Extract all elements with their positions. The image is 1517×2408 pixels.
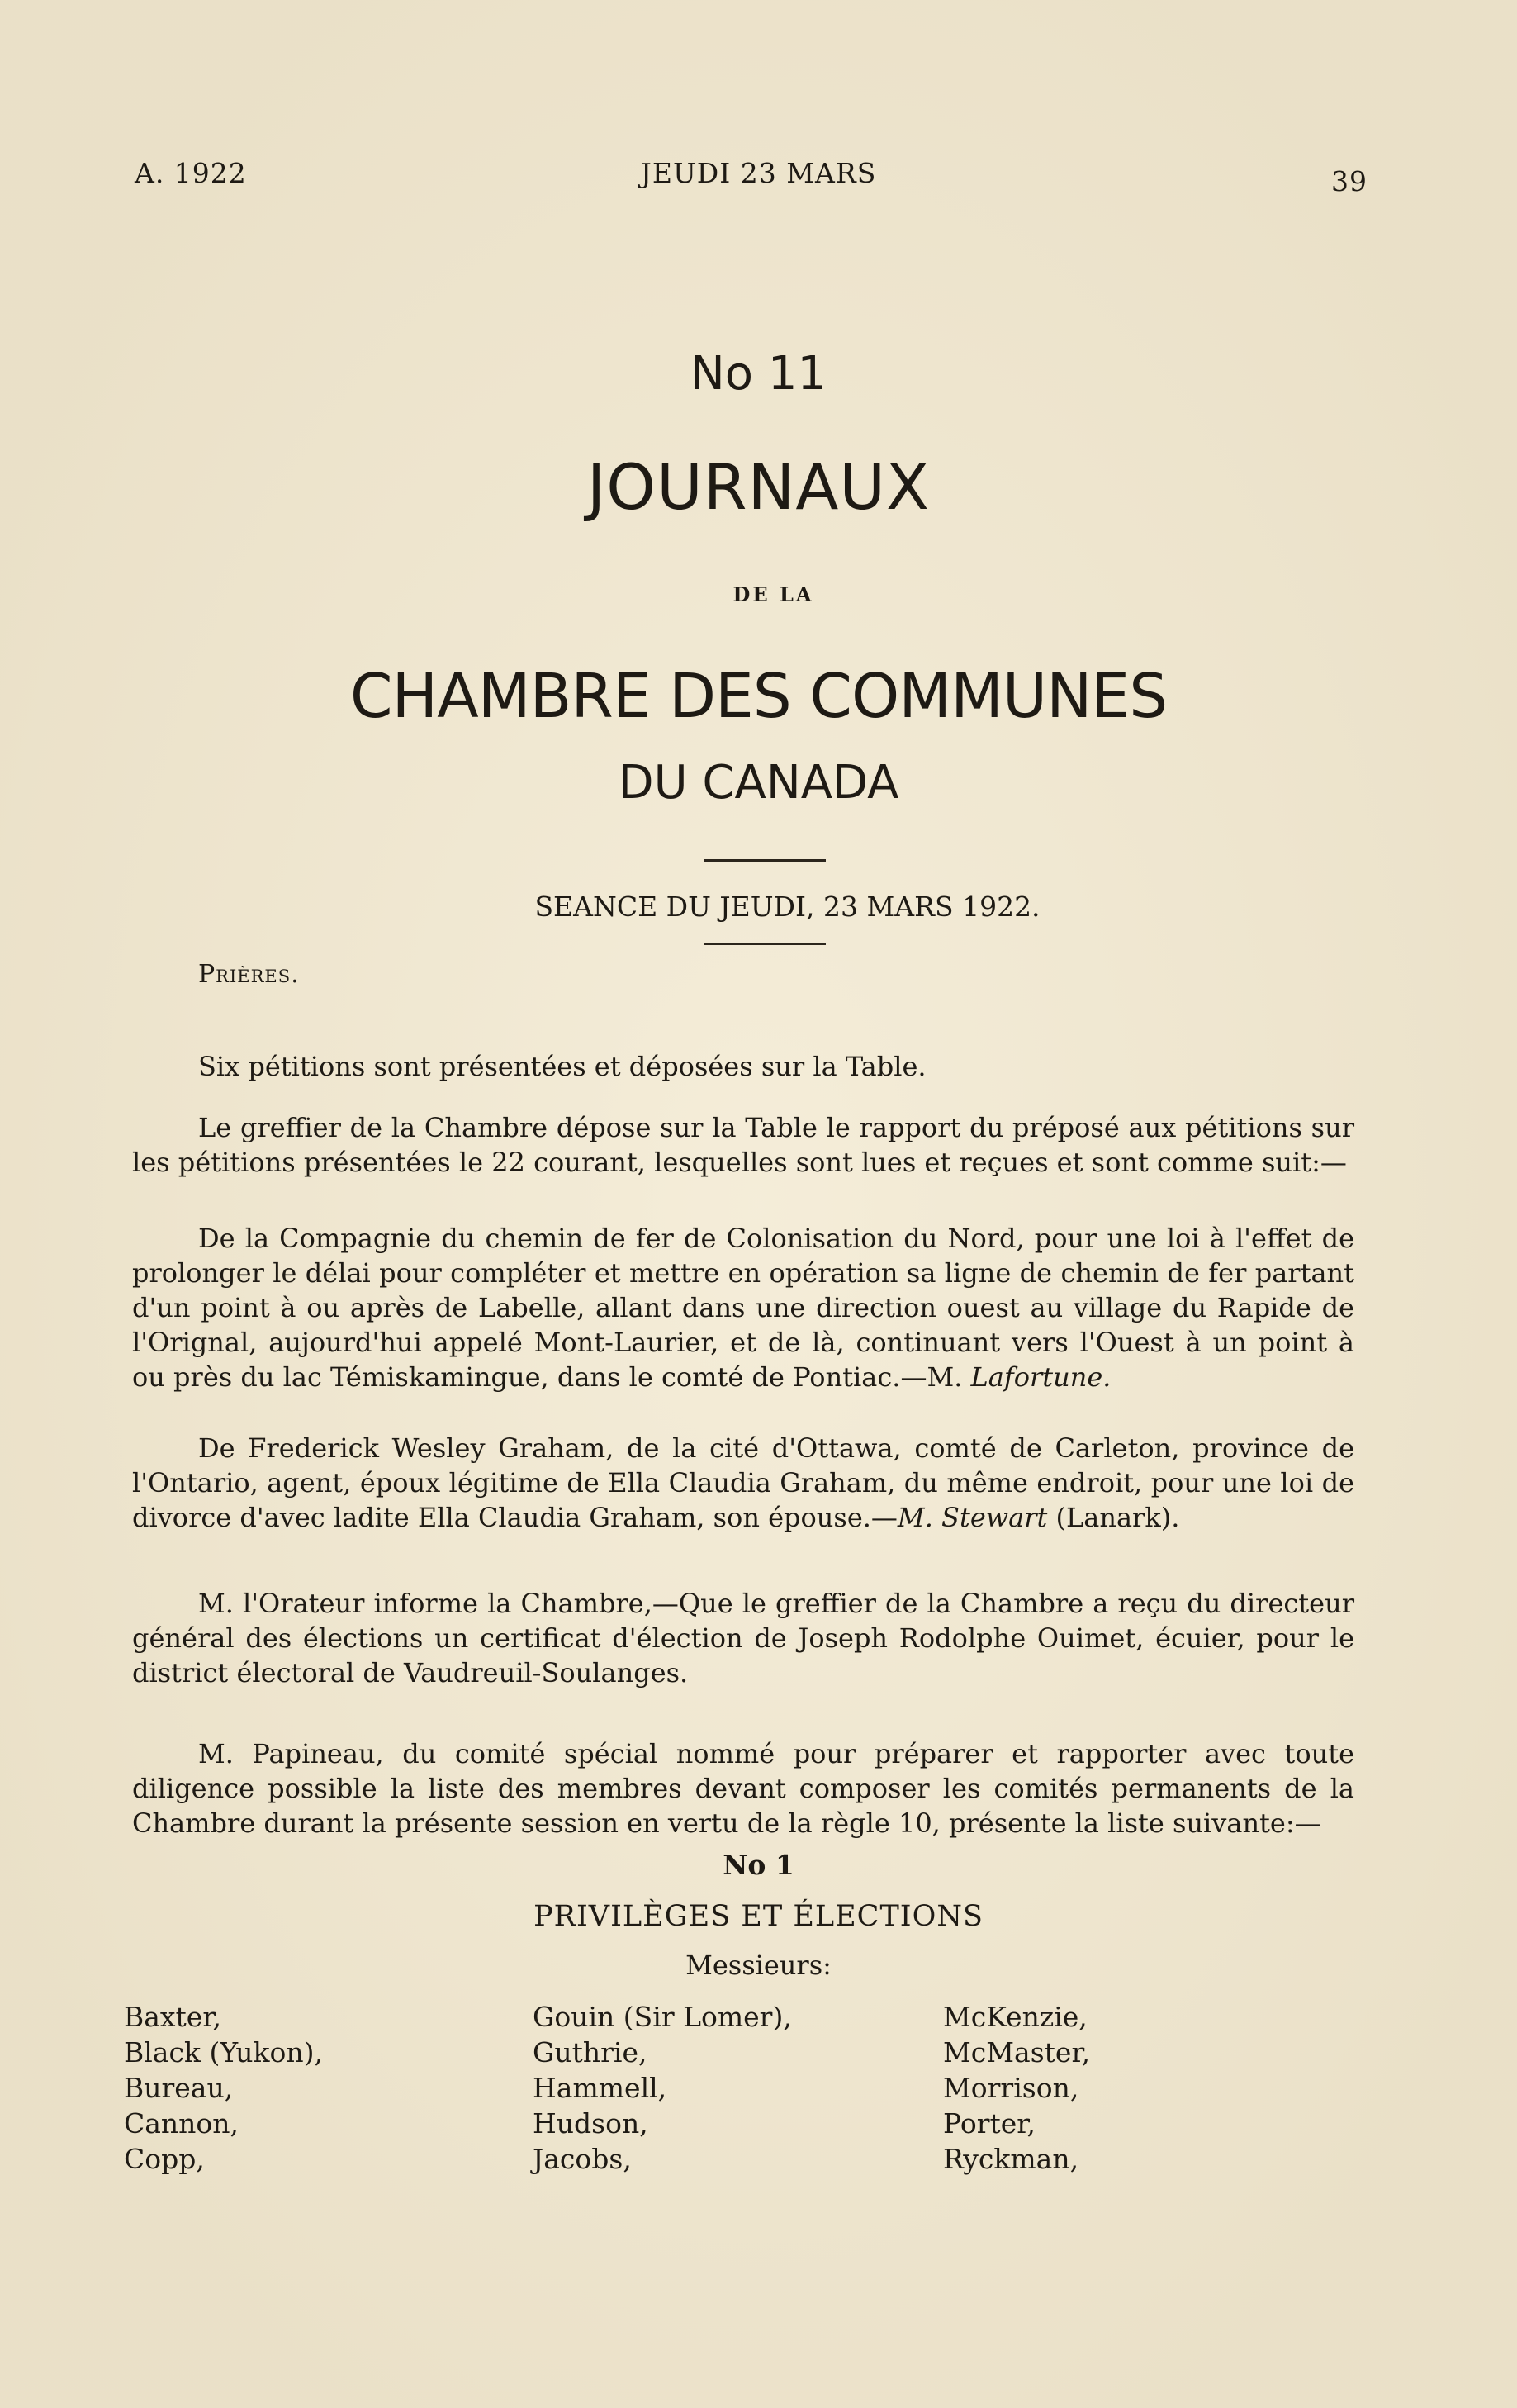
railway-petition-member: Lafortune.	[970, 1361, 1112, 1393]
railway-petition-text: De la Compagnie du chemin de fer de Colonisation du Nord, pour une loi à l'effet de prolonger le délai pour compléter et mettre en opération sa ligne de chemin de fer partant d'un point à ou après de Labelle, allant dans une direction ouest au village du Rapide de l'Orignal, aujourd'hui appelé Mont-Laurier, et de là, continuant vers l'Ouest à un point à ou près du lac Témiskamingue, dans le comté de Pontiac.—M.	[132, 1223, 1354, 1393]
prayers-heading: Prières.	[198, 960, 300, 989]
committee-number: No 1	[723, 1849, 794, 1881]
chamber-title: CHAMBRE DES COMMUNES	[349, 661, 1168, 732]
committee-title: PRIVILÈGES ET ÉLECTIONS	[533, 1900, 984, 1933]
issue-number: No 11	[690, 347, 827, 401]
divorce-petition-member: M. Stewart	[897, 1502, 1048, 1533]
divorce-petition-text: De Frederick Wesley Graham, de la cité d'Ottawa, comté de Carleton, province de l'Ontario, agent, époux légitime de Ella Claudia Graham, du même endroit, pour une loi de divorce d'avec ladite Ella Claudia Graham, son épouse.—	[132, 1432, 1354, 1533]
member-name: Morrison,	[943, 2072, 1079, 2104]
member-name: Cannon,	[124, 2107, 239, 2140]
page-number: 39	[1331, 165, 1368, 197]
member-name: Hudson,	[533, 2107, 648, 2140]
member-column-2	[533, 1999, 792, 2177]
member-column-1	[124, 1999, 323, 2177]
member-name: McKenzie,	[943, 2001, 1088, 2033]
member-name: McMaster,	[943, 2036, 1091, 2068]
papineau-paragraph: M. Papineau, du comité spécial nommé pour préparer et rapporter avec toute diligence possible la liste des membres devant composer les comités permanents de la Chambre durant la présente session en vertu de la règle 10, présente la liste suivante:—	[132, 1738, 1354, 1839]
country-title: DU CANADA	[618, 756, 899, 810]
member-name: Gouin (Sir Lomer),	[533, 2001, 792, 2033]
member-name: Guthrie,	[533, 2036, 647, 2068]
member-name: Black (Yukon),	[124, 2036, 323, 2068]
member-name: Bureau,	[124, 2072, 234, 2104]
speaker-paragraph: M. l'Orateur informe la Chambre,—Que le greffier de la Chambre a reçu du directeur général des élections un certificat d'élection de Joseph Rodolphe Ouimet, écuier, pour le district électoral de Vaudreuil-Soulanges.	[132, 1588, 1354, 1688]
member-name: Copp,	[124, 2143, 205, 2175]
divider-bottom	[704, 943, 826, 945]
divorce-petition-riding: (Lanark).	[1055, 1502, 1180, 1533]
member-name: Porter,	[943, 2107, 1036, 2140]
railway-petition-paragraph	[132, 1221, 1354, 1394]
title-connector: DE LA	[732, 582, 814, 606]
divorce-petition-paragraph	[132, 1431, 1354, 1535]
header-year: A. 1922	[135, 157, 247, 189]
member-name: Jacobs,	[533, 2143, 632, 2175]
member-name: Hammell,	[533, 2072, 667, 2104]
member-column-3	[943, 1999, 1090, 2177]
clerk-report-paragraph: Le greffier de la Chambre dépose sur la Table le rapport du préposé aux pétitions sur les pétitions présentées le 22 courant, lesquelles sont lues et reçues et sont comme suit:—	[132, 1112, 1354, 1178]
petitions-paragraph: Six pétitions sont présentées et déposées sur la Table.	[198, 1051, 927, 1082]
journal-title: JOURNAUX	[586, 450, 931, 524]
member-name: Baxter,	[124, 2001, 221, 2033]
header-date: JEUDI 23 MARS	[640, 157, 877, 189]
committee-subtitle: Messieurs:	[685, 1950, 832, 1981]
sitting-title: SEANCE DU JEUDI, 23 MARS 1922.	[534, 891, 1041, 923]
member-name: Ryckman,	[943, 2143, 1079, 2175]
divider-top	[704, 859, 826, 862]
